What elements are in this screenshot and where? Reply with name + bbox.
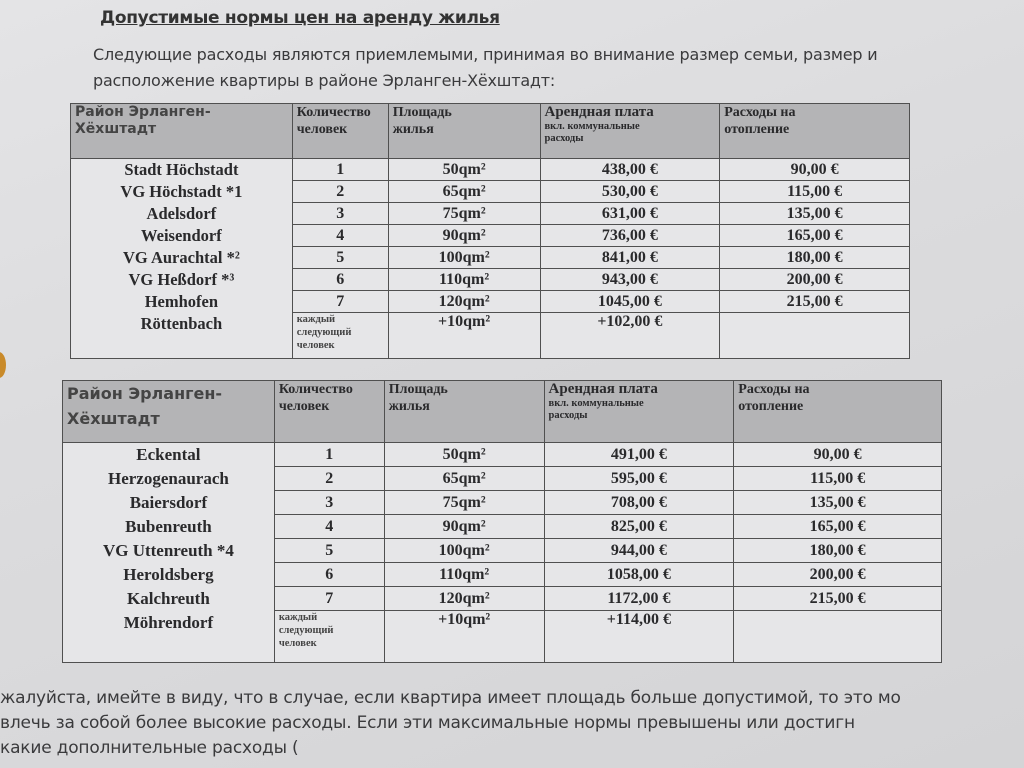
intro-line: Следующие расходы являются приемлемыми, принимая во внимание размер семьи, размер и <box>93 45 878 64</box>
heating-cell: 135,00 € <box>720 203 910 225</box>
header-area: Площадь жилья <box>388 104 540 159</box>
rent-cell: 438,00 € <box>540 159 720 181</box>
persons-cell: 6 <box>292 269 388 291</box>
area-cell: 50qm² <box>384 443 544 467</box>
note-line: какие дополнительные расходы ( <box>0 738 299 758</box>
rent-cell: 530,00 € <box>540 181 720 203</box>
header-district: Район Эрланген- Хёхштадт <box>63 381 275 443</box>
header-rent: Арендная плата вкл. коммунальные расходы <box>540 104 720 159</box>
area-cell: 120qm² <box>384 587 544 611</box>
rent-cell: 736,00 € <box>540 225 720 247</box>
heating-cell: 200,00 € <box>720 269 910 291</box>
extra-area-cell: +10qm² <box>388 313 540 359</box>
extra-rent-cell: +102,00 € <box>540 313 720 359</box>
rent-cell: 631,00 € <box>540 203 720 225</box>
each-additional-label: каждый следующий человек <box>274 611 384 663</box>
extra-area-cell: +10qm² <box>384 611 544 663</box>
area-cell: 65qm² <box>388 181 540 203</box>
rent-cell: 708,00 € <box>544 491 734 515</box>
rent-cell: 595,00 € <box>544 467 734 491</box>
heating-cell: 215,00 € <box>720 291 910 313</box>
heating-cell: 180,00 € <box>720 247 910 269</box>
table-row <box>63 443 942 467</box>
rent-cell: 841,00 € <box>540 247 720 269</box>
persons-cell: 6 <box>274 563 384 587</box>
extra-rent-cell: +114,00 € <box>544 611 734 663</box>
note-paragraph <box>0 686 1024 761</box>
area-cell: 120qm² <box>388 291 540 313</box>
rent-cell: 1172,00 € <box>544 587 734 611</box>
rent-cell: 944,00 € <box>544 539 734 563</box>
rent-cell: 943,00 € <box>540 269 720 291</box>
persons-cell: 5 <box>274 539 384 563</box>
persons-cell: 4 <box>274 515 384 539</box>
town-list: Eckental Herzogenaurach Baiersdorf Bubenreuth VG Uttenreuth *4 Heroldsberg Kalchreuth Möhrendorf <box>63 443 275 663</box>
table-header-row <box>63 381 942 443</box>
heating-cell: 215,00 € <box>734 587 942 611</box>
note-line: влечь за собой более высокие расходы. Если эти максимальные нормы превышены или достигн <box>0 713 855 733</box>
area-cell: 90qm² <box>384 515 544 539</box>
heating-cell: 200,00 € <box>734 563 942 587</box>
rent-table-2 <box>62 380 942 663</box>
rent-cell: 491,00 € <box>544 443 734 467</box>
intro-line: расположение квартиры в районе Эрланген-Хёхштадт: <box>93 71 556 90</box>
header-heating: Расходы на отопление <box>720 104 910 159</box>
heating-cell: 115,00 € <box>734 467 942 491</box>
persons-cell: 5 <box>292 247 388 269</box>
header-rent: Арендная плата вкл. коммунальные расходы <box>544 381 734 443</box>
extra-heating-cell <box>734 611 942 663</box>
rent-cell: 1045,00 € <box>540 291 720 313</box>
persons-cell: 1 <box>274 443 384 467</box>
table-header-row <box>71 104 910 159</box>
orange-mark <box>0 352 6 378</box>
rent-cell: 1058,00 € <box>544 563 734 587</box>
heating-cell: 115,00 € <box>720 181 910 203</box>
persons-cell: 2 <box>292 181 388 203</box>
persons-cell: 1 <box>292 159 388 181</box>
table-row <box>71 159 910 181</box>
area-cell: 100qm² <box>384 539 544 563</box>
rent-cell: 825,00 € <box>544 515 734 539</box>
persons-cell: 4 <box>292 225 388 247</box>
persons-cell: 7 <box>274 587 384 611</box>
note-line: жалуйста, имейте в виду, что в случае, если квартира имеет площадь больше допустимой, то это мо <box>0 688 901 708</box>
persons-cell: 7 <box>292 291 388 313</box>
heating-cell: 135,00 € <box>734 491 942 515</box>
area-cell: 100qm² <box>388 247 540 269</box>
header-persons: Количество человек <box>274 381 384 443</box>
extra-heating-cell <box>720 313 910 359</box>
intro-paragraph <box>93 42 993 94</box>
heating-cell: 165,00 € <box>720 225 910 247</box>
persons-cell: 2 <box>274 467 384 491</box>
town-list: Stadt Höchstadt VG Höchstadt *1 Adelsdorf Weisendorf VG Aurachtal *² VG Heßdorf *³ Hemhofen Röttenbach <box>71 159 293 359</box>
heating-cell: 180,00 € <box>734 539 942 563</box>
document-title: Допустимые нормы цен на аренду жилья <box>100 8 500 28</box>
area-cell: 110qm² <box>388 269 540 291</box>
header-persons: Количество человек <box>292 104 388 159</box>
heating-cell: 90,00 € <box>720 159 910 181</box>
area-cell: 75qm² <box>384 491 544 515</box>
heating-cell: 165,00 € <box>734 515 942 539</box>
area-cell: 50qm² <box>388 159 540 181</box>
rent-table-1 <box>70 103 910 359</box>
persons-cell: 3 <box>274 491 384 515</box>
header-area: Площадь жилья <box>384 381 544 443</box>
header-heating: Расходы на отопление <box>734 381 942 443</box>
persons-cell: 3 <box>292 203 388 225</box>
heating-cell: 90,00 € <box>734 443 942 467</box>
area-cell: 75qm² <box>388 203 540 225</box>
area-cell: 65qm² <box>384 467 544 491</box>
area-cell: 90qm² <box>388 225 540 247</box>
area-cell: 110qm² <box>384 563 544 587</box>
each-additional-label: каждый следующий человек <box>292 313 388 359</box>
header-district: Район Эрланген- Хёхштадт <box>71 104 293 159</box>
